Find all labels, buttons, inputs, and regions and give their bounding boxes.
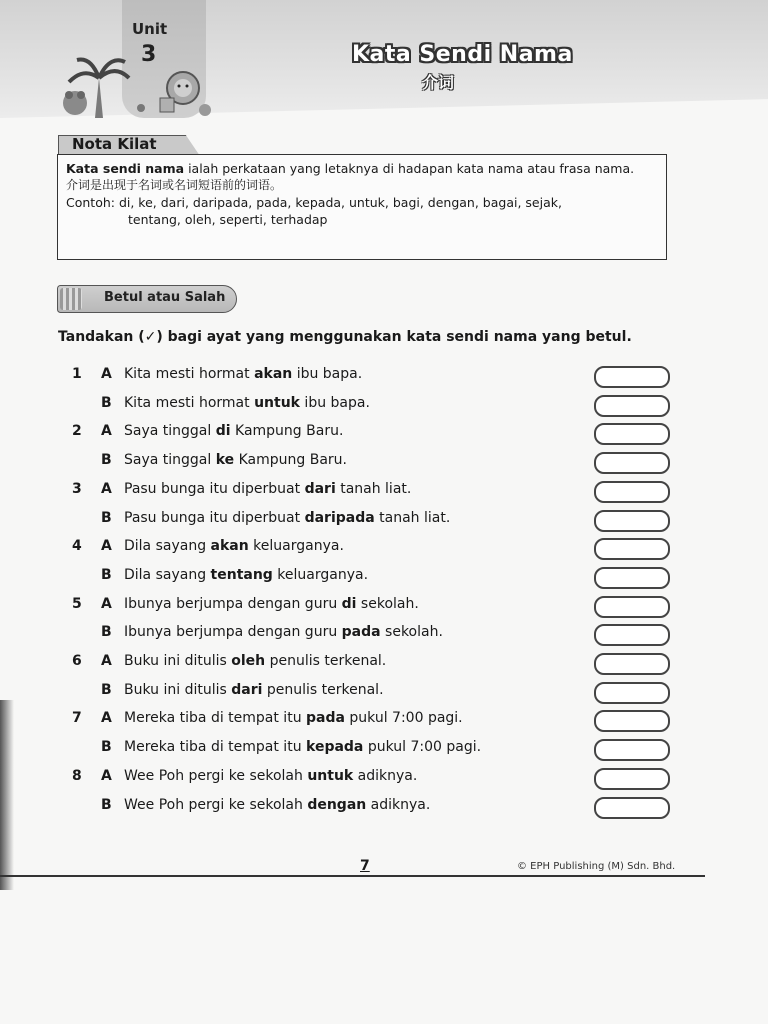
nota-kilat-label: Nota Kilat bbox=[72, 135, 157, 153]
answer-checkbox[interactable] bbox=[594, 510, 670, 532]
question-number: 3 bbox=[72, 480, 82, 497]
preposition: pada bbox=[341, 624, 381, 641]
answer-checkbox[interactable] bbox=[594, 653, 670, 675]
sentence-end: adiknya. bbox=[353, 767, 418, 784]
option-letter: A bbox=[101, 710, 112, 727]
sentence bbox=[124, 395, 370, 411]
sentence bbox=[124, 624, 443, 640]
sentence bbox=[124, 739, 481, 755]
sentence bbox=[124, 797, 430, 813]
answer-checkbox[interactable] bbox=[594, 395, 670, 417]
sentence bbox=[124, 538, 344, 554]
sentence-start: Mereka tiba di tempat itu bbox=[124, 739, 307, 756]
option-letter: A bbox=[101, 423, 112, 440]
page-subtitle: 介词 bbox=[422, 73, 455, 92]
sentence-end: penulis terkenal. bbox=[262, 681, 384, 698]
option-letter: B bbox=[101, 681, 112, 698]
answer-checkbox[interactable] bbox=[594, 567, 670, 589]
answer-checkbox[interactable] bbox=[594, 624, 670, 646]
preposition: untuk bbox=[307, 767, 354, 784]
sentence bbox=[124, 510, 450, 526]
sentence-start: Dila sayang bbox=[124, 566, 211, 583]
answer-checkbox[interactable] bbox=[594, 739, 670, 761]
sentence-end: tanah liat. bbox=[374, 509, 451, 526]
answer-checkbox[interactable] bbox=[594, 710, 670, 732]
option-letter: A bbox=[101, 653, 112, 669]
option-letter: B bbox=[101, 566, 112, 583]
copyright: © EPH Publishing (M) Sdn. Bhd. bbox=[517, 861, 676, 872]
answer-checkbox[interactable] bbox=[594, 768, 670, 790]
sentence-end: keluarganya. bbox=[272, 566, 369, 583]
nota-kilat-box bbox=[57, 154, 667, 260]
jungle-illustration-icon bbox=[55, 48, 220, 120]
chinese-definition: 介词是出现于名词或名词短语前的词语。 bbox=[66, 178, 283, 192]
unit-number: 3 bbox=[141, 42, 157, 67]
answer-checkbox[interactable] bbox=[594, 452, 670, 474]
footer-line bbox=[0, 875, 705, 877]
sentence-end: Kampung Baru. bbox=[234, 452, 348, 469]
definition-text: ialah perkataan yang letaknya di hadapan kata nama atau frasa nama. bbox=[184, 161, 635, 176]
examples-line-1: Contoh: di, ke, dari, daripada, pada, kepada, untuk, bagi, dengan, bagai, sejak, bbox=[66, 195, 562, 210]
sentence bbox=[124, 653, 386, 669]
answer-checkbox[interactable] bbox=[594, 366, 670, 388]
sentence bbox=[124, 366, 362, 382]
page-edge-shadow bbox=[0, 700, 14, 890]
sentence-start: Ibunya berjumpa dengan guru bbox=[124, 595, 342, 612]
sentence bbox=[124, 452, 347, 468]
sentence-end: keluarganya. bbox=[248, 538, 344, 555]
sentence-start: Saya tinggal bbox=[124, 452, 216, 469]
answer-checkbox[interactable] bbox=[594, 423, 670, 445]
question-number: 6 bbox=[72, 653, 82, 669]
preposition: kepada bbox=[306, 739, 364, 756]
option-letter: B bbox=[101, 796, 112, 813]
option-letter: A bbox=[101, 595, 112, 612]
option-letter: A bbox=[101, 480, 112, 497]
preposition: di bbox=[215, 423, 231, 440]
option-letter: B bbox=[101, 452, 112, 469]
sentence-end: ibu bapa. bbox=[292, 366, 363, 382]
sentence-start: Wee Poh pergi ke sekolah bbox=[124, 767, 308, 784]
sentence-start: Dila sayang bbox=[124, 538, 211, 555]
examples-line-2: tentang, oleh, seperti, terhadap bbox=[128, 212, 328, 227]
definition-term: Kata sendi nama bbox=[66, 161, 185, 176]
sentence-end: Kampung Baru. bbox=[230, 423, 344, 440]
option-letter: A bbox=[101, 366, 112, 382]
sentence bbox=[124, 423, 343, 439]
answer-checkbox[interactable] bbox=[594, 797, 670, 819]
sentence-start: Buku ini ditulis bbox=[124, 681, 232, 698]
preposition: tentang bbox=[210, 566, 273, 583]
answer-checkbox[interactable] bbox=[594, 596, 670, 618]
preposition: akan bbox=[254, 366, 293, 382]
sentence-start: Ibunya berjumpa dengan guru bbox=[124, 624, 342, 641]
section-label: Betul atau Salah bbox=[104, 290, 226, 305]
option-letter: B bbox=[101, 394, 112, 411]
sentence-end: adiknya. bbox=[366, 796, 431, 813]
sentence-end: sekolah. bbox=[356, 595, 419, 612]
instruction: Tandakan (✓) bagi ayat yang menggunakan kata sendi nama yang betul. bbox=[58, 329, 632, 345]
question-number: 7 bbox=[72, 710, 82, 727]
unit-label: Unit bbox=[132, 20, 168, 38]
sentence-start: Buku ini ditulis bbox=[124, 653, 232, 669]
preposition: dengan bbox=[307, 796, 367, 813]
sentence-start: Kita mesti hormat bbox=[124, 366, 255, 382]
sentence-end: tanah liat. bbox=[335, 480, 412, 497]
preposition: untuk bbox=[254, 394, 300, 411]
page-title: Kata Sendi Nama bbox=[352, 42, 573, 67]
sentence-start: Pasu bunga itu diperbuat bbox=[124, 480, 305, 497]
question-number: 2 bbox=[72, 423, 82, 440]
sentence-start: Saya tinggal bbox=[124, 423, 216, 440]
sentence bbox=[124, 682, 384, 698]
sentence-end: sekolah. bbox=[380, 624, 443, 641]
question-number: 1 bbox=[72, 366, 82, 382]
question-number: 5 bbox=[72, 595, 82, 612]
option-letter: A bbox=[101, 538, 112, 555]
stripes-icon bbox=[60, 288, 82, 310]
definition bbox=[66, 160, 658, 177]
sentence-end: pukul 7:00 pagi. bbox=[363, 739, 482, 756]
answer-checkbox[interactable] bbox=[594, 538, 670, 560]
sentence bbox=[124, 481, 411, 497]
preposition: akan bbox=[210, 538, 249, 555]
preposition: ke bbox=[215, 452, 235, 469]
question-number: 4 bbox=[72, 538, 82, 555]
option-letter: B bbox=[101, 509, 112, 526]
preposition: di bbox=[341, 595, 357, 612]
sentence bbox=[124, 710, 463, 726]
preposition: pada bbox=[306, 710, 345, 727]
preposition: daripada bbox=[304, 509, 375, 526]
sentence-end: ibu bapa. bbox=[299, 394, 370, 411]
sentence-start: Kita mesti hormat bbox=[124, 394, 255, 411]
preposition: oleh bbox=[231, 653, 266, 669]
answer-checkbox[interactable] bbox=[594, 682, 670, 704]
sentence bbox=[124, 768, 417, 784]
sentence-end: pukul 7:00 pagi. bbox=[344, 710, 463, 727]
option-letter: B bbox=[101, 739, 112, 756]
sentence bbox=[124, 567, 368, 583]
sentence-start: Mereka tiba di tempat itu bbox=[124, 710, 307, 727]
option-letter: B bbox=[101, 624, 112, 641]
preposition: dari bbox=[304, 480, 336, 497]
sentence-start: Wee Poh pergi ke sekolah bbox=[124, 796, 308, 813]
sentence-start: Pasu bunga itu diperbuat bbox=[124, 509, 305, 526]
sentence bbox=[124, 596, 419, 612]
page-number: 7 bbox=[360, 858, 370, 874]
preposition: dari bbox=[231, 681, 263, 698]
sentence-end: penulis terkenal. bbox=[265, 653, 387, 669]
option-letter: A bbox=[101, 767, 112, 784]
question-number: 8 bbox=[72, 767, 82, 784]
answer-checkbox[interactable] bbox=[594, 481, 670, 503]
